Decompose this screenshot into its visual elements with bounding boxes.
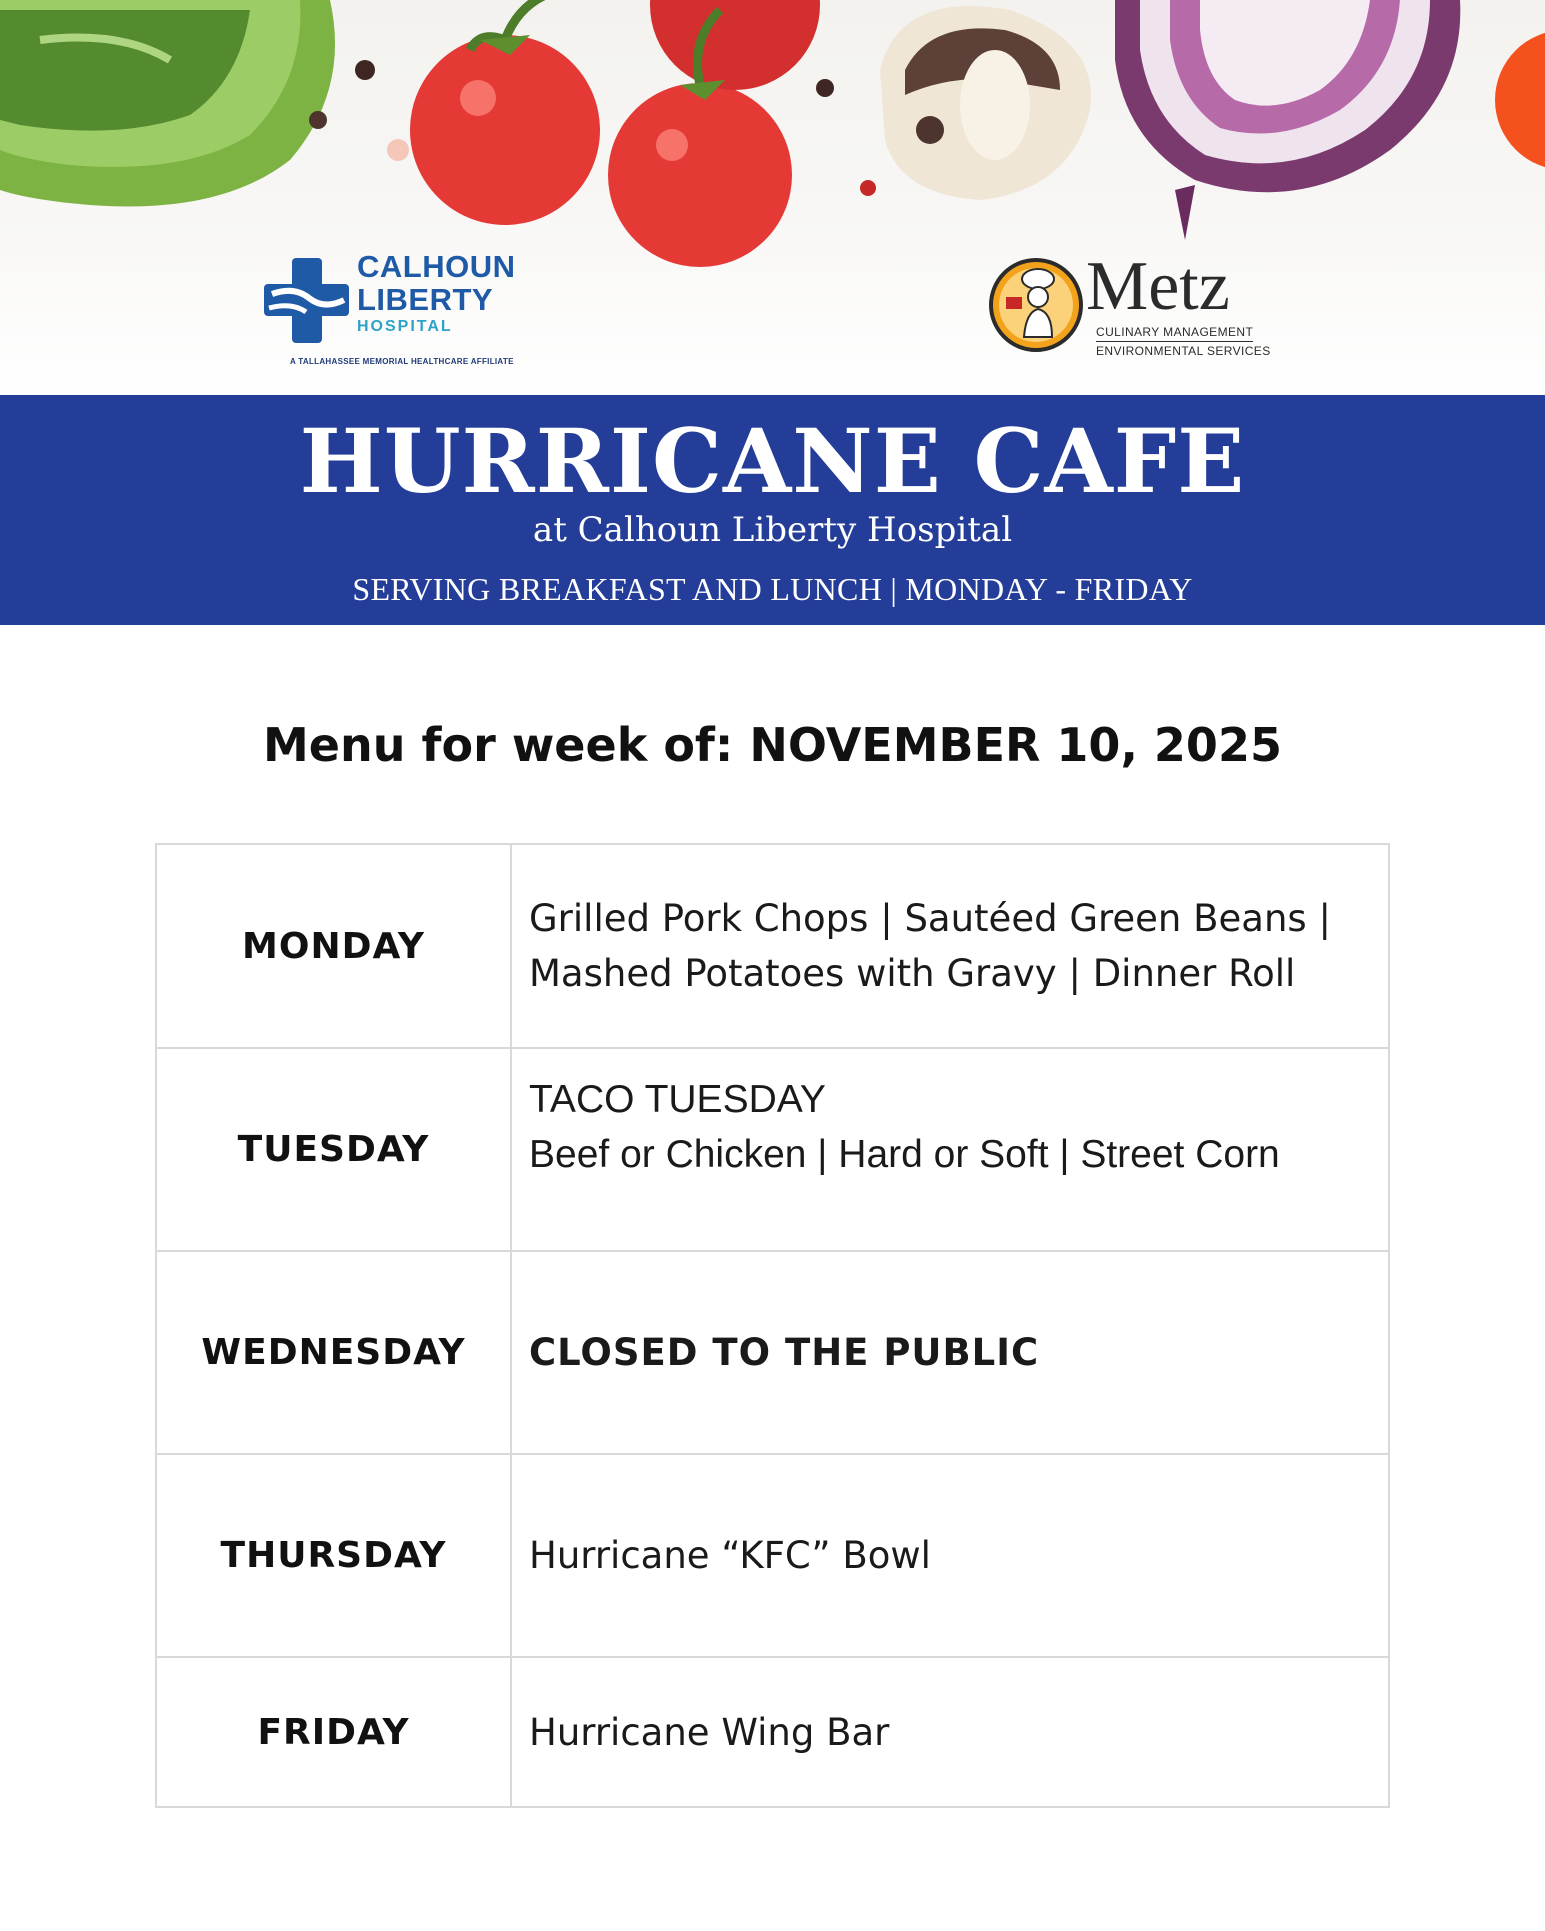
hospital-cross-icon [264,258,349,343]
cafe-title: HURRICANE CAFE [299,409,1246,513]
orange-tomato [1495,30,1545,170]
day-label: WEDNESDAY [156,1251,511,1454]
menu-item: CLOSED TO THE PUBLIC [511,1251,1389,1454]
menu-item [511,1048,1389,1251]
menu-item: Hurricane Wing Bar [511,1657,1389,1807]
day-label: MONDAY [156,844,511,1048]
logo-affiliate-text: A TALLAHASSEE MEMORIAL HEALTHCARE AFFILIATE [290,357,514,366]
vegetables-illustration [0,0,1545,395]
day-label: FRIDAY [156,1657,511,1807]
metz-environmental-text: ENVIRONMENTAL SERVICES [1096,344,1271,358]
cafe-location: at Calhoun Liberty Hospital [532,510,1013,550]
menu-row-thursday [156,1454,1389,1657]
menu-row-monday [156,844,1389,1048]
tomatoes [410,0,820,267]
logo-liberty-text: LIBERTY [357,282,494,317]
chef-emblem-icon [988,257,1084,353]
mushroom [880,6,1091,200]
day-label: TUESDAY [156,1048,511,1251]
logo-hospital-text: HOSPITAL [357,318,453,335]
menu-row-tuesday [156,1048,1389,1251]
menu-item-details: Beef or Chicken | Hard or Soft | Street Corn [529,1132,1280,1176]
menu-table [155,843,1390,1808]
metz-brand-name: Metz [1086,248,1230,325]
menu-row-wednesday [156,1251,1389,1454]
hero-vegetables-image [0,0,1545,395]
day-label: THURSDAY [156,1454,511,1657]
title-banner [0,395,1545,625]
menu-item: Grilled Pork Chops | Sautéed Green Beans | Mashed Potatoes with Gravy | Dinner Roll [511,844,1389,1048]
menu-item-title: TACO TUESDAY [529,1077,826,1121]
menu-item: Hurricane “KFC” Bowl [511,1454,1389,1657]
serving-hours: SERVING BREAKFAST AND LUNCH | MONDAY - FRIDAY [352,571,1193,607]
menu-row-friday [156,1657,1389,1807]
week-heading: Menu for week of: NOVEMBER 10, 2025 [263,718,1282,772]
logo-calhoun-text: CALHOUN [357,249,516,284]
green-pepper [0,0,335,207]
red-onion [1115,0,1460,240]
metz-culinary-text: CULINARY MANAGEMENT [1096,325,1253,342]
calhoun-liberty-logo [262,250,542,370]
metz-logo [988,248,1288,365]
